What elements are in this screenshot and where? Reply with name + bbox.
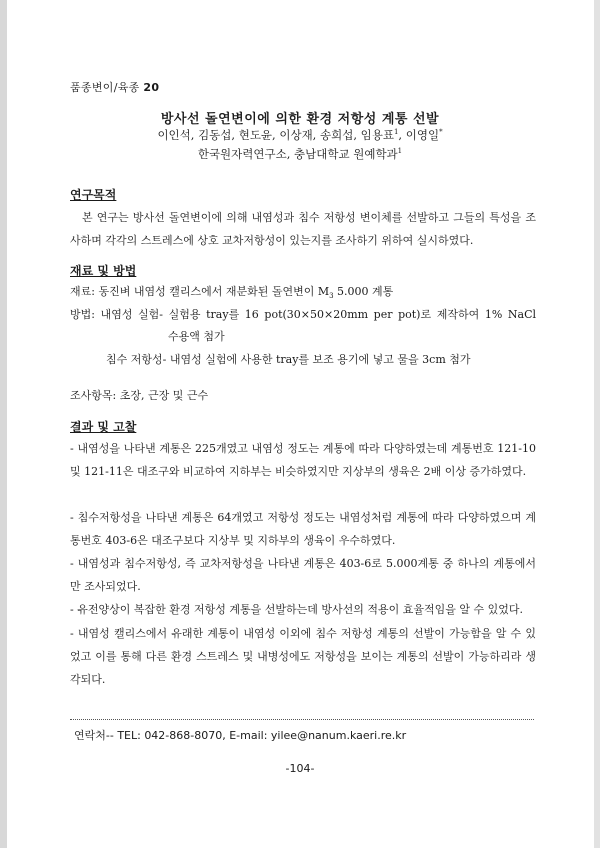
page-number: -104- xyxy=(285,762,315,775)
author-sup-1: 1 xyxy=(393,128,399,137)
survey-items: 조사항목: 초장, 근장 및 근수 xyxy=(70,389,209,402)
author-last: , 이영일 xyxy=(398,128,440,142)
objective-text: 본 연구는 방사선 돌연변이에 의해 내염성과 침수 저항성 변이체를 선발하고 그들의 특성을 조사하며 각각의 스트레스에 상호 교차저항성이 있는지를 조사하기 위하여 실시하였다. xyxy=(70,211,536,247)
header-number: 20 xyxy=(143,81,160,94)
contact-info: 연락처-- TEL: 042-868-8070, E-mail: yilee@nanum.kaeri.re.kr xyxy=(74,729,407,742)
material-rest: 5.000 계통 xyxy=(333,285,394,298)
result-4: - 유전양상이 복잡한 환경 저항성 계통을 선발하는데 방사선의 적용이 효율적임을 알 수 있었다. xyxy=(70,603,523,616)
material-text: 재료: 동진벼 내염성 캘리스에서 재분화된 돌연변이 M xyxy=(70,285,330,298)
result-3: - 내염성과 침수저항성, 즉 교차저항성을 나타낸 계통은 403-6로 5.000계통 중 하나의 계통에서 만 조사되었다. xyxy=(70,557,536,593)
methods-material xyxy=(70,283,393,300)
affiliation-text: 한국원자력연구소, 충남대학교 원예학과 xyxy=(197,147,398,161)
results-heading: 결과 및 고찰 xyxy=(70,420,137,434)
page-header xyxy=(70,79,159,95)
author-list xyxy=(0,127,600,143)
footer-divider xyxy=(70,719,534,720)
methods-flood: 침수 저항성- 내염성 실험에 사용한 tray를 보조 용기에 넣고 물을 3cm 첨가 xyxy=(106,353,471,366)
result-2: - 침수저항성을 나타낸 계통은 64개였고 저항성 정도는 내염성처럼 계통에 따라 다양하였으며 계통번호 403-6은 대조구보다 지상부 및 지하부의 생육이 우수하였다. xyxy=(70,511,536,547)
affiliation-sup: 1 xyxy=(397,147,403,156)
paper-title: 방사선 돌연변이에 의한 환경 저항성 계통 선발 xyxy=(160,112,440,127)
methods-salt: 방법: 내염성 실험- 실험용 tray를 16 pot(30×50×20mm per pot)로 제작하여 1% NaCl xyxy=(70,308,536,321)
methods-salt-cont: 수용액 첨가 xyxy=(168,330,225,343)
methods-heading: 재료 및 방법 xyxy=(70,264,137,278)
author-names: 이인석, 김동섭, 현도윤, 이상재, 송희섭, 임용표 xyxy=(157,128,394,142)
author-sup-star: * xyxy=(439,128,443,137)
affiliation xyxy=(0,146,600,162)
objective-heading: 연구목적 xyxy=(70,188,117,202)
header-category: 품종변이/육종 xyxy=(70,81,140,94)
result-1: - 내염성을 나타낸 계통은 225개였고 내염성 정도는 계통에 따라 다양하였는데 계통번호 121-10 및 121-11은 대조구와 비교하여 지하부는 비슷하였지만 지상부의 생육은 2배 이상 증가하였다. xyxy=(70,442,536,478)
material-subscript: 3 xyxy=(329,292,334,301)
result-5: - 내염성 캘리스에서 유래한 계통이 내염성 이외에 침수 저항성 계통의 선발이 가능함을 알 수 있었고 이를 통해 다른 환경 스트레스 및 내병성에도 저항성을 보이는 계통의 선발이 가능하리라 생각되다. xyxy=(70,627,536,686)
